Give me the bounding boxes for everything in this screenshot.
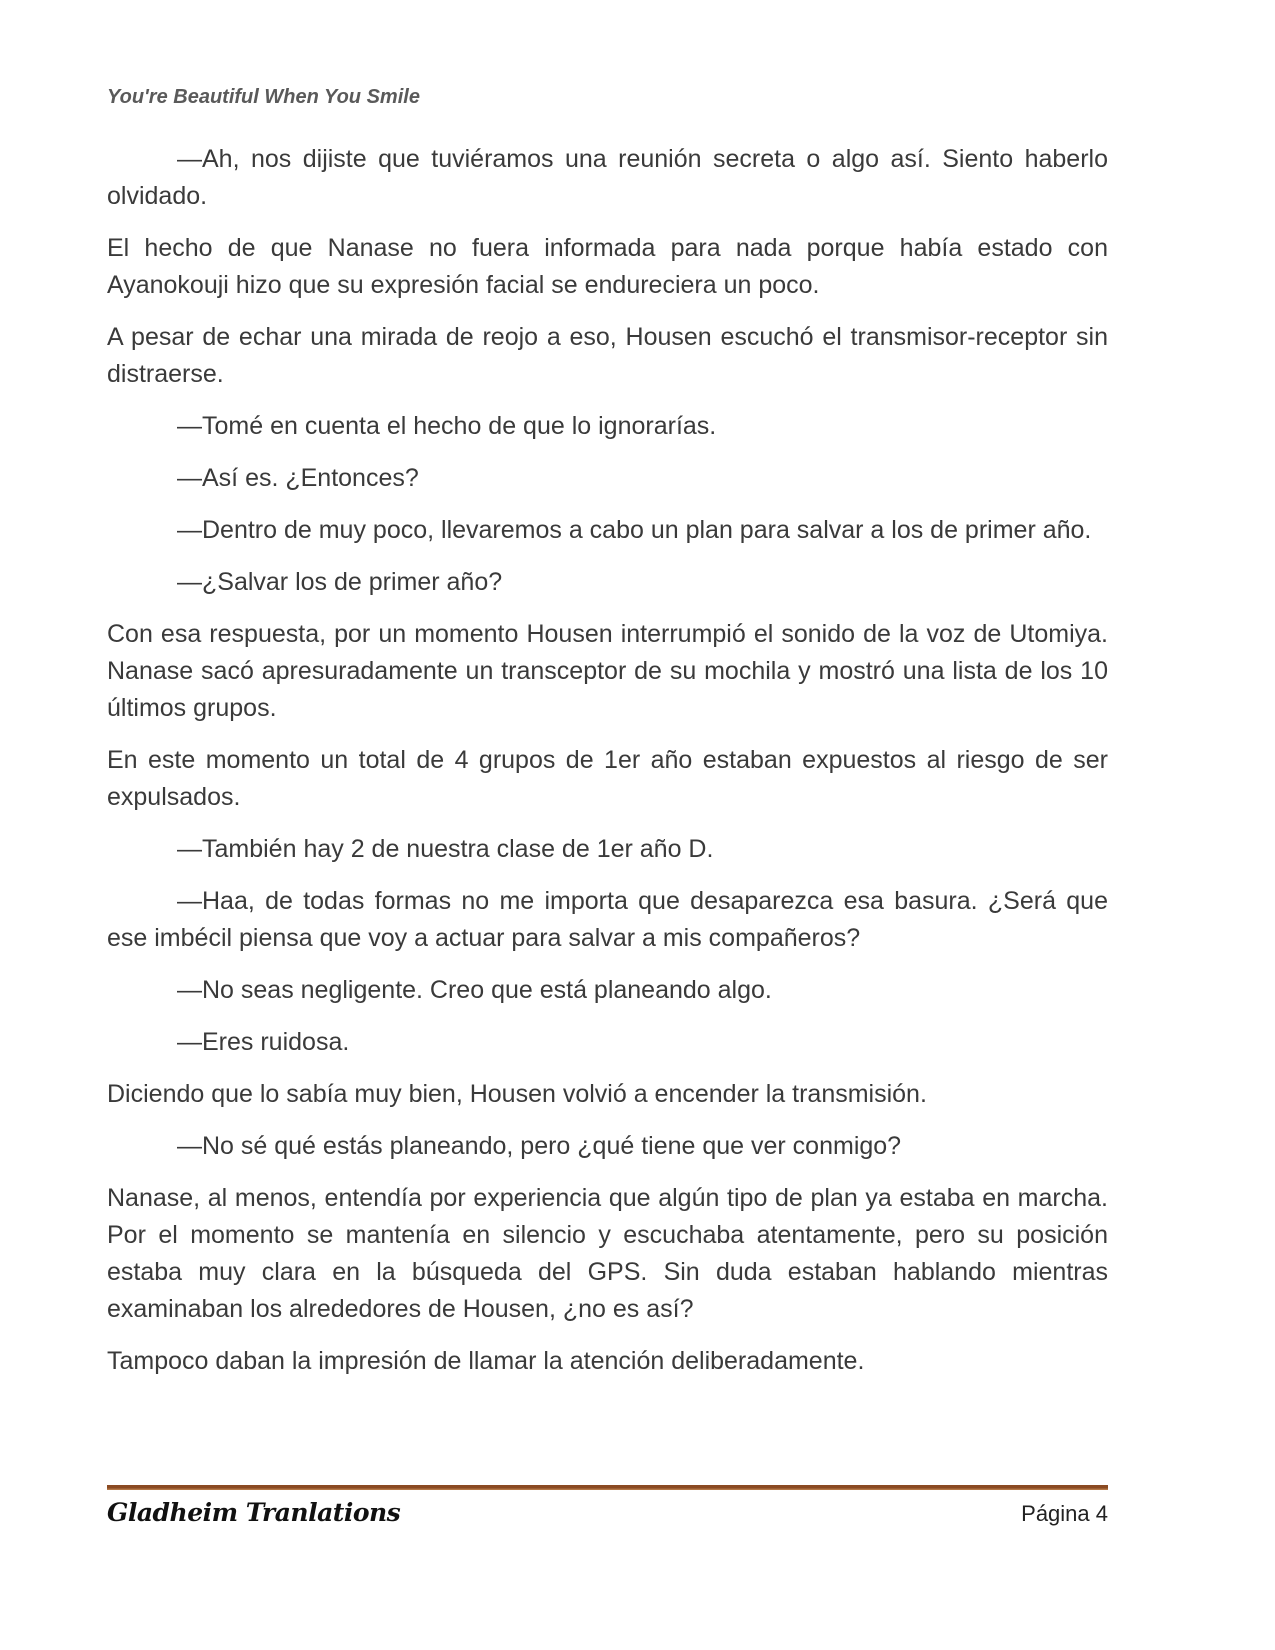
paragraph: —Eres ruidosa.	[177, 1028, 350, 1056]
paragraph: —Ah, nos dijiste que tuviéramos una reunión secreta o algo así. Siento haberlo olvidado.	[107, 145, 1108, 210]
paragraph: Nanase, al menos, entendía por experiencia que algún tipo de plan ya estaba en marcha. Por el momento se mantenía en silencio y escuchaba atentamente, pero su posición estaba muy clara en la búsqueda del GPS. Sin duda estaban hablando mientras examinaban los alrededores de Housen, ¿no es así?	[107, 1184, 1108, 1323]
paragraph: Con esa respuesta, por un momento Housen interrumpió el sonido de la voz de Utomiya. Nanase sacó apresuradamente un transceptor de su mochila y mostró una lista de los 10 últimos grupos.	[107, 620, 1108, 722]
paragraph: —No seas negligente. Creo que está planeando algo.	[177, 976, 772, 1004]
paragraph: —Dentro de muy poco, llevaremos a cabo un plan para salvar a los de primer año.	[177, 516, 1092, 544]
translator-credit: Gladheim Tranlations	[107, 1498, 401, 1527]
document-body	[107, 141, 1108, 1380]
paragraph: —También hay 2 de nuestra clase de 1er año D.	[177, 835, 714, 863]
document-footer	[107, 1485, 1108, 1527]
paragraph: En este momento un total de 4 grupos de 1er año estaban expuestos al riesgo de ser expulsados.	[107, 746, 1108, 811]
paragraph: A pesar de echar una mirada de reojo a eso, Housen escuchó el transmisor-receptor sin distraerse.	[107, 323, 1108, 388]
page-number: Página 4	[1021, 1501, 1108, 1526]
footer-row	[107, 1498, 1108, 1527]
paragraph: —No sé qué estás planeando, pero ¿qué tiene que ver conmigo?	[177, 1132, 902, 1160]
footer-divider-rule	[107, 1485, 1108, 1490]
paragraph: Tampoco daban la impresión de llamar la atención deliberadamente.	[107, 1347, 865, 1375]
paragraph: —¿Salvar los de primer año?	[177, 568, 503, 596]
paragraph: Diciendo que lo sabía muy bien, Housen volvió a encender la transmisión.	[107, 1080, 927, 1108]
paragraph: —Así es. ¿Entonces?	[177, 464, 419, 492]
paragraph: El hecho de que Nanase no fuera informada para nada porque había estado con Ayanokouji hizo que su expresión facial se endureciera un poco.	[107, 234, 1108, 299]
paragraph: —Tomé en cuenta el hecho de que lo ignorarías.	[177, 412, 717, 440]
document-header-title: You're Beautiful When You Smile	[107, 86, 420, 108]
paragraph: —Haa, de todas formas no me importa que desaparezca esa basura. ¿Será que ese imbécil piensa que voy a actuar para salvar a mis compañeros?	[107, 887, 1108, 952]
